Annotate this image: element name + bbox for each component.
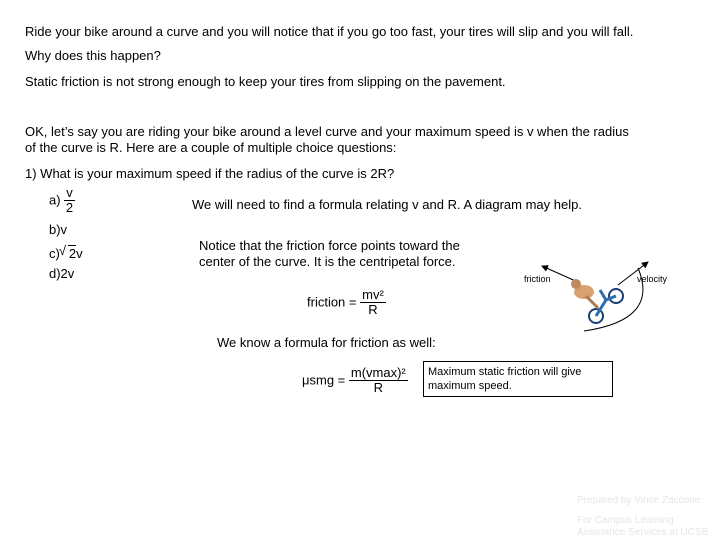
answer-static-friction: Static friction is not strong enough to keep your tires from slipping on the pavement. xyxy=(25,74,506,89)
friction-equation-denominator: R xyxy=(368,302,378,317)
why-question: Why does this happen? xyxy=(25,48,161,63)
bike-rider-icon xyxy=(571,279,623,323)
friction-note-2: center of the curve. It is the centripetal force. xyxy=(199,254,456,269)
choice-c-variable: v xyxy=(76,246,83,261)
intro-line: Ride your bike around a curve and you will notice that if you go too fast, your tires will slip and you will fall. xyxy=(25,24,634,39)
choice-c-sqrt xyxy=(68,245,76,262)
friction-label: friction xyxy=(524,274,551,284)
credit-line-3: Assistance Services at UCSB xyxy=(577,527,709,538)
setup-line-1: OK, let’s say you are riding your bike around a level curve and your maximum speed is v when the radius xyxy=(25,124,629,139)
credit-prepared-by: Prepared by Vince Zaccone xyxy=(577,495,701,506)
max-speed-equation-numerator: m(vmax)² xyxy=(350,365,406,380)
max-speed-equation xyxy=(302,366,408,395)
know-formula: We know a formula for friction as well: xyxy=(217,335,436,350)
friction-equation xyxy=(307,288,386,317)
choice-b: b)v xyxy=(49,222,68,237)
max-speed-equation-fraction xyxy=(349,366,408,395)
friction-equation-lhs: friction = xyxy=(307,294,357,310)
choice-a-fraction xyxy=(64,186,75,215)
choice-c-label: c) xyxy=(49,246,60,261)
static-friction-callout: Maximum static friction will give maximum speed. xyxy=(423,361,613,397)
choice-a xyxy=(49,186,75,215)
friction-equation-numerator: mv² xyxy=(362,287,384,302)
choice-a-denominator: 2 xyxy=(65,200,74,215)
choice-a-numerator: v xyxy=(66,185,73,200)
setup-line-2: of the curve is R. Here are a couple of multiple choice questions: xyxy=(25,140,397,155)
hint-formula: We will need to find a formula relating v and R. A diagram may help. xyxy=(192,197,582,212)
credit-line-2: For Campus Learning xyxy=(577,515,674,526)
friction-note-1: Notice that the friction force points toward the xyxy=(199,238,460,253)
max-speed-equation-lhs: μsmg = xyxy=(302,372,346,388)
curve-diagram xyxy=(520,248,700,338)
friction-equation-fraction xyxy=(360,288,386,317)
question-1: 1) What is your maximum speed if the radius of the curve is 2R? xyxy=(25,166,395,181)
velocity-label: velocity xyxy=(637,274,668,284)
max-speed-equation-denominator: R xyxy=(373,380,384,395)
choice-c xyxy=(49,245,83,262)
choice-d: d)2v xyxy=(49,266,75,281)
choice-c-radicand: 2 xyxy=(68,246,77,261)
choice-a-label: a) xyxy=(49,192,61,208)
